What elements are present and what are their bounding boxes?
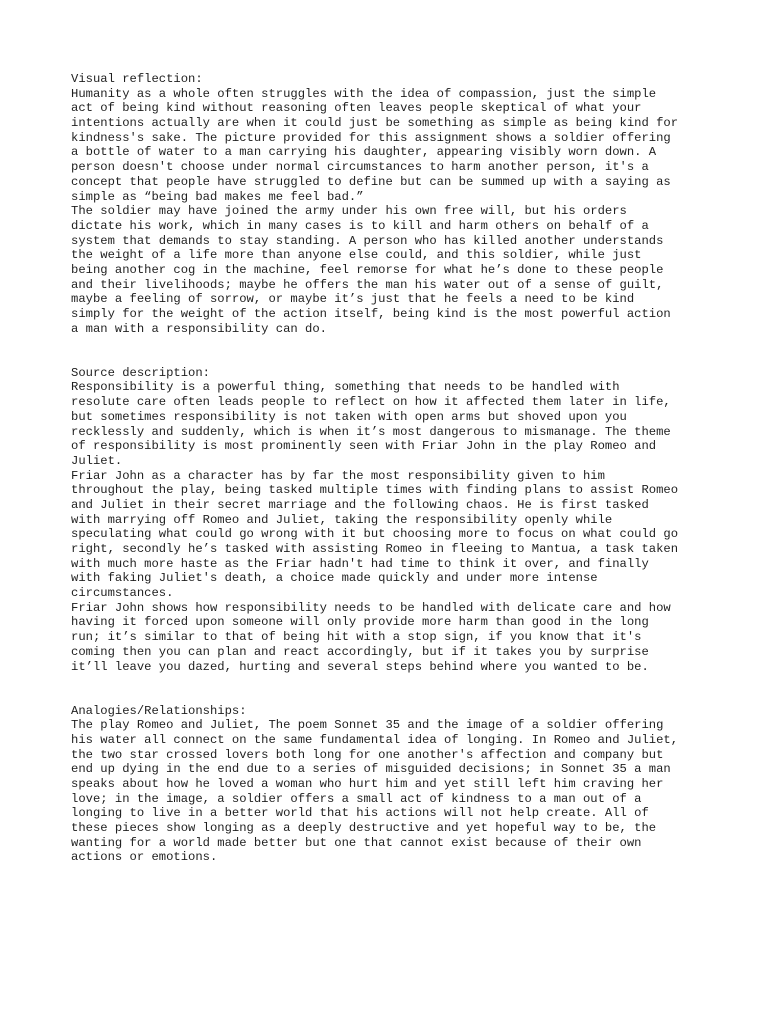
text-line: love; in the image, a soldier offers a small act of kindness to a man out of a [71,791,642,806]
text-line: the weight of a life more than anyone else could, and this soldier, while just [71,248,642,263]
text-line: his water all connect on the same fundamental idea of longing. In Romeo and Juliet, [71,732,679,747]
text-line: throughout the play, being tasked multiple times with finding plans to assist Romeo [71,483,679,498]
text-line: a bottle of water to a man carrying his daughter, appearing visibly worn down. A [71,145,657,160]
text-line: Friar John as a character has by far the most responsibility given to him [71,468,605,483]
text-line: being another cog in the machine, feel remorse for what he’s done to these people [71,262,664,277]
text-line: coming then you can plan and react accordingly, but if it takes you by surprise [71,644,649,659]
text-line: end up dying in the end due to a series of misguided decisions; in Sonnet 35 a man [71,762,671,777]
text-line: dictate his work, which in many cases is to kill and harm others on behalf of a [71,218,649,233]
text-line: of responsibility is most prominently seen with Friar John in the play Romeo and [71,439,657,454]
text-line: speculating what could go wrong with it but choosing more to focus on what could go [71,527,679,542]
text-line: Humanity as a whole often struggles with the idea of compassion, just the simple [71,86,657,101]
text-line: act of being kind without reasoning often leaves people skeptical of what your [71,101,642,116]
text-line: Friar John shows how responsibility needs to be handled with delicate care and how [71,600,671,615]
section-visual-reflection [71,72,711,336]
text-line: having it forced upon someone will only provide more harm than good in the long [71,615,649,630]
section-spacer [71,336,711,365]
text-line: recklessly and suddenly, which is when it’s most dangerous to mismanage. The theme [71,424,671,439]
text-line: right, secondly he’s tasked with assisting Romeo in fleeing to Mantua, a task taken [71,542,679,557]
text-line: resolute care often leads people to reflect on how it affected them later in life, [71,395,671,410]
section-analogies-relationships [71,704,711,866]
text-line: with much more haste as the Friar hadn't had time to think it over, and finally [71,556,649,571]
section-heading: Visual reflection: [71,72,203,86]
text-line: and Juliet in their secret marriage and the following chaos. He is first tasked [71,497,649,512]
text-line: but sometimes responsibility is not taken with open arms but shoved upon you [71,409,627,424]
text-line: The soldier may have joined the army under his own free will, but his orders [71,204,627,219]
text-line: with faking Juliet's death, a choice made quickly and under more intense [71,571,598,586]
text-line: concept that people have struggled to define but can be summed up with a saying as [71,174,671,189]
text-line: circumstances. [71,586,174,601]
text-line: these pieces show longing as a deeply destructive and yet hopeful way to be, the [71,821,657,836]
text-line: Responsibility is a powerful thing, something that needs to be handled with [71,380,620,395]
text-line: The play Romeo and Juliet, The poem Sonnet 35 and the image of a soldier offering [71,718,664,733]
text-line: it’ll leave you dazed, hurting and several steps behind where you wanted to be. [71,659,649,674]
section-heading: Analogies/Relationships: [71,703,247,718]
text-line: speaks about how he loved a woman who hurt him and yet still left him craving her [71,777,664,792]
text-line: intentions actually are when it could just be something as simple as being kind for [71,116,679,131]
section-source-description [71,366,711,674]
text-line: simple as “being bad makes me feel bad.” [71,189,364,204]
document-page [71,72,711,865]
text-line: run; it’s similar to that of being hit with a stop sign, if you know that it's [71,630,642,645]
text-line: and their livelihoods; maybe he offers the man his water out of a sense of guilt, [71,277,664,292]
text-line: system that demands to stay standing. A person who has killed another understands [71,233,664,248]
text-line: Juliet. [71,453,123,468]
text-line: person doesn't choose under normal circumstances to harm another person, it's a [71,160,649,175]
text-line: maybe a feeling of sorrow, or maybe it’s just that he feels a need to be kind [71,292,635,307]
text-line: actions or emotions. [71,850,218,865]
text-line: a man with a responsibility can do. [71,321,327,336]
text-line: the two star crossed lovers both long for one another's affection and company but [71,747,664,762]
text-line: with marrying off Romeo and Juliet, taking the responsibility openly while [71,512,613,527]
section-heading: Source description: [71,365,210,380]
text-line: longing to live in a better world that his actions will not help create. All of [71,806,649,821]
text-line: kindness's sake. The picture provided for this assignment shows a soldier offering [71,130,671,145]
text-line: wanting for a world made better but one that cannot exist because of their own [71,835,642,850]
text-line: simply for the weight of the action itself, being kind is the most powerful action [71,307,671,321]
section-spacer [71,674,711,703]
